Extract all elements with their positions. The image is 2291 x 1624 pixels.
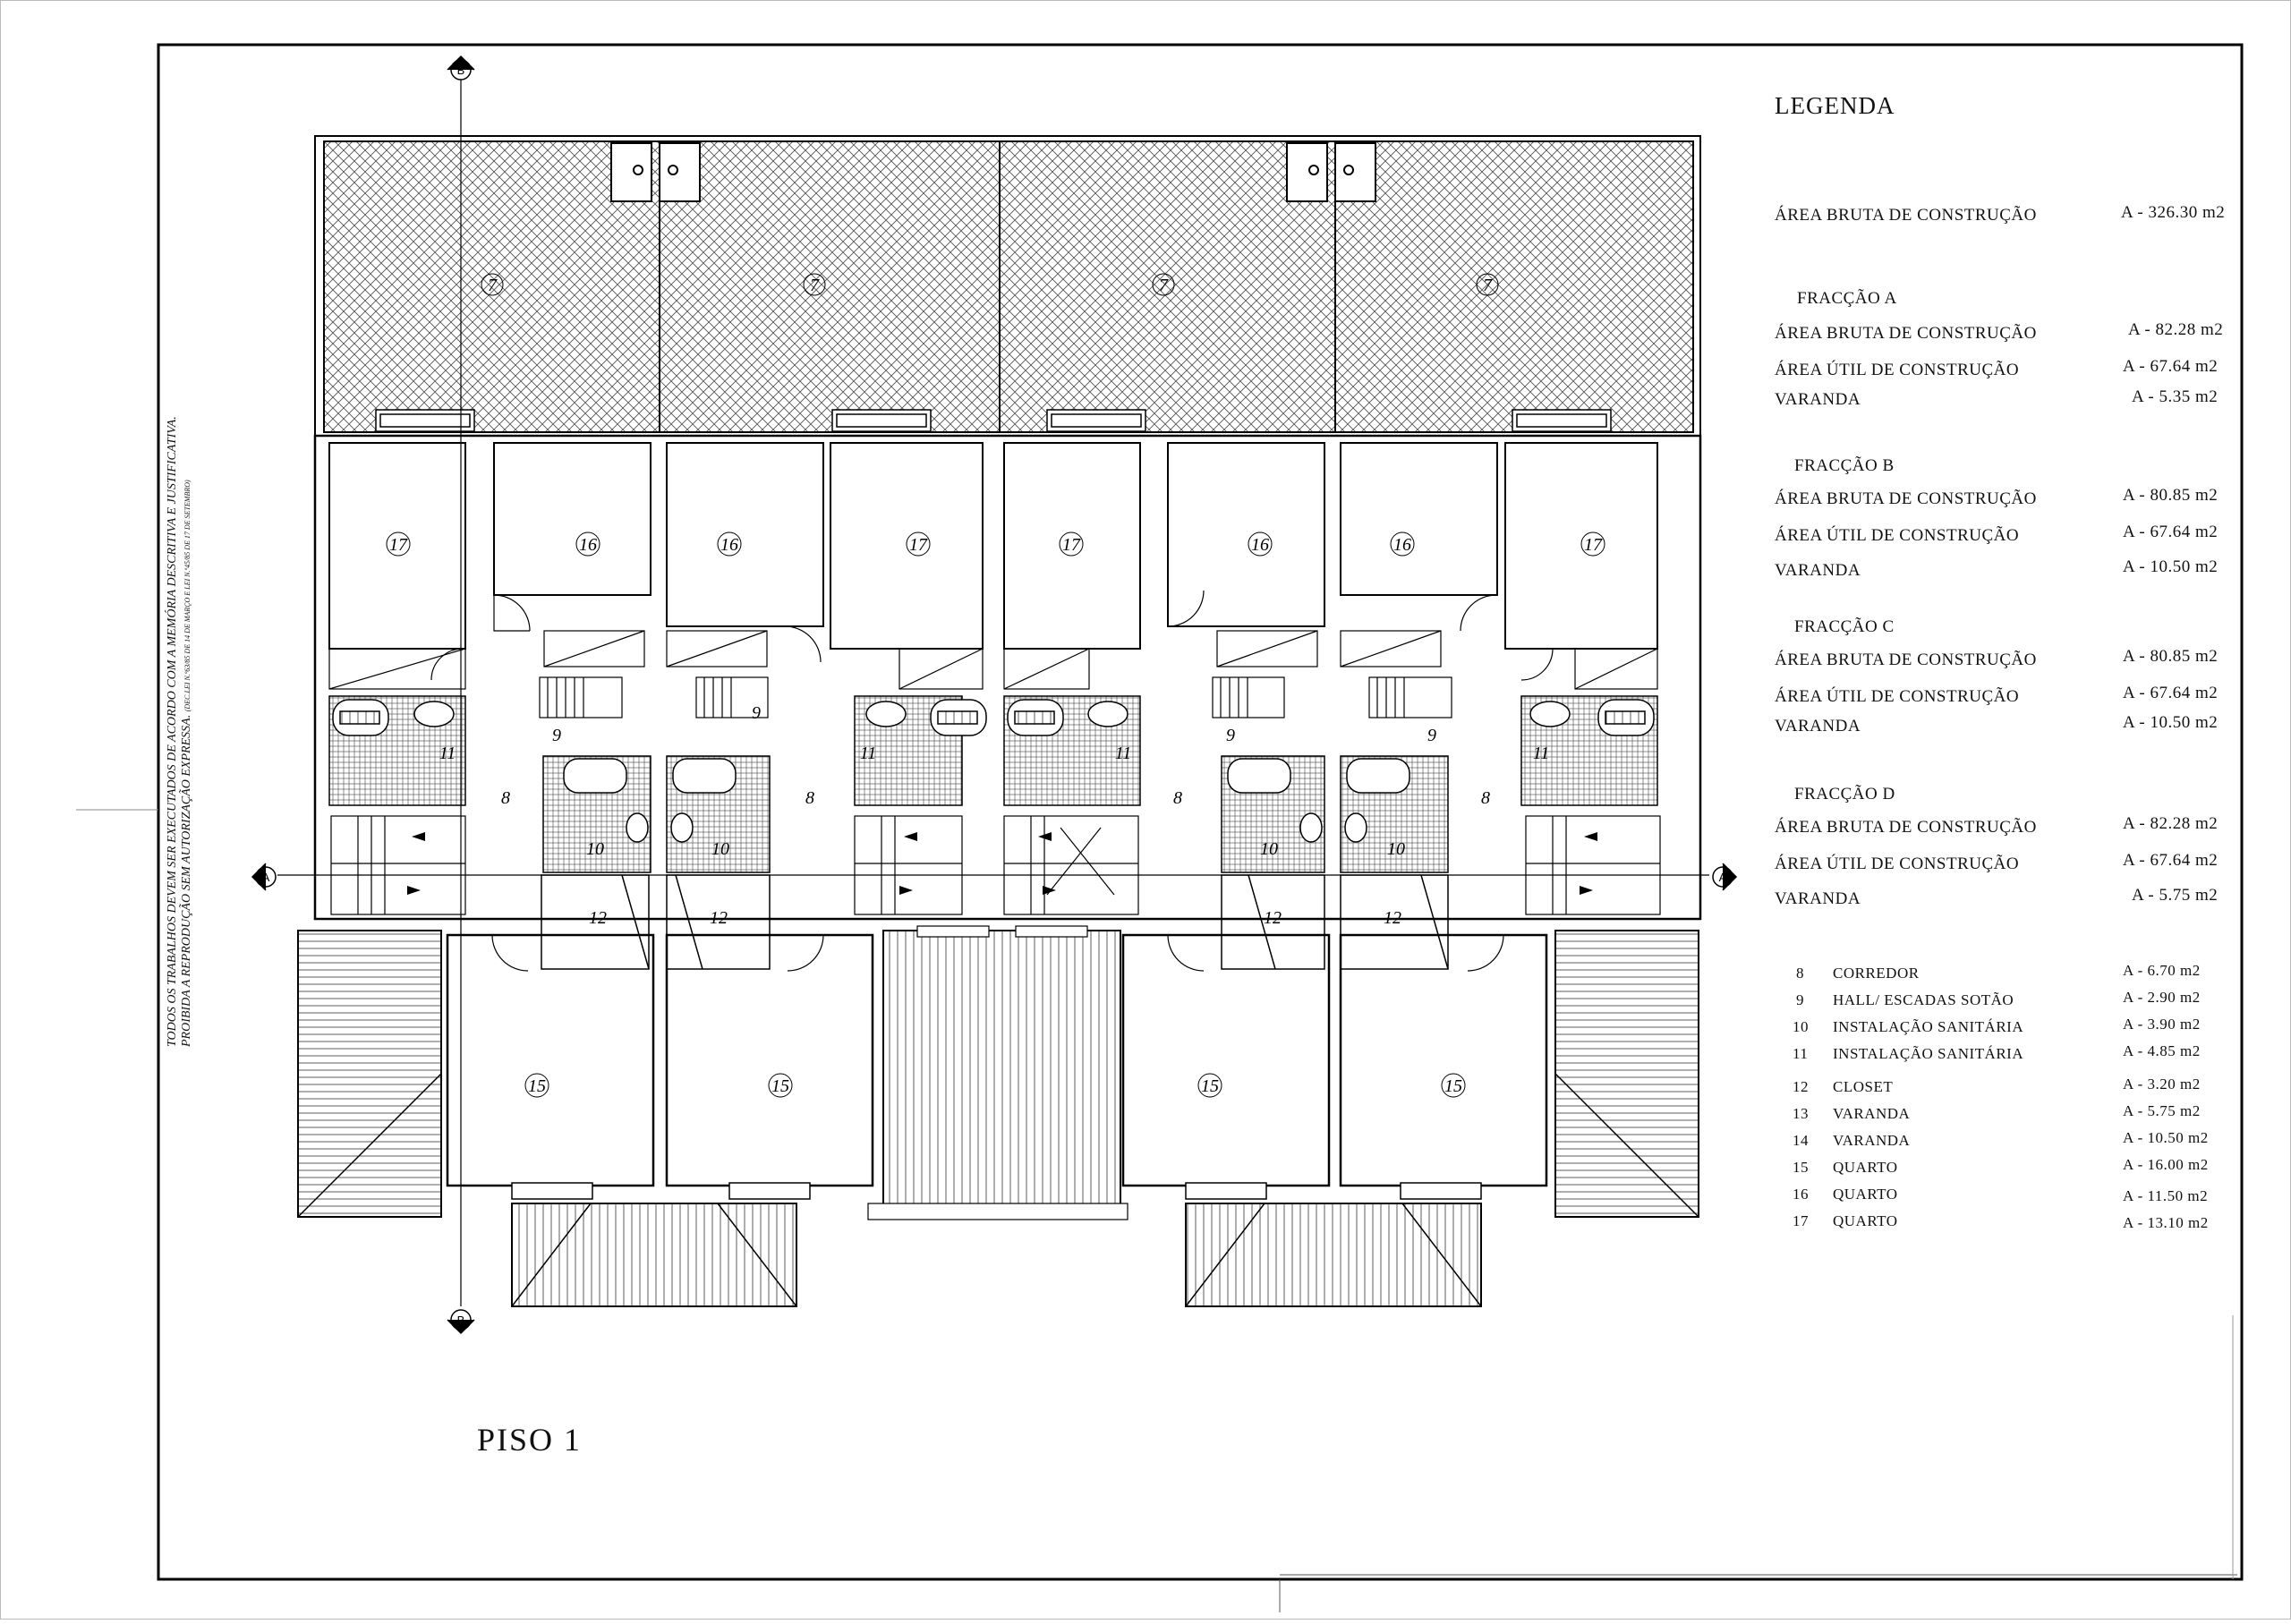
room-label: 7 — [810, 276, 819, 295]
fraction-row-value: A - 10.50 m2 — [2123, 557, 2219, 576]
room-label: 15 — [528, 1076, 546, 1096]
room-name: QUARTO — [1833, 1212, 1898, 1229]
legend-total-label: ÁREA BRUTA DE CONSTRUÇÃO — [1775, 206, 2037, 225]
room-name: VARANDA — [1833, 1132, 1911, 1149]
room-label: 12 — [1384, 908, 1401, 928]
fraction-row-label: ÁREA BRUTA DE CONSTRUÇÃO — [1775, 818, 2037, 837]
side-note-line2-wrap — [180, 416, 195, 1047]
balcony — [1555, 931, 1699, 1217]
room-label: 16 — [1393, 535, 1411, 555]
fraction-title: FRACÇÃO C — [1794, 617, 1895, 636]
fraction-row-value: A - 67.64 m2 — [2123, 684, 2219, 702]
room-num: 17 — [1793, 1212, 1809, 1229]
room-label: 11 — [859, 744, 877, 763]
room-label: 7 — [1483, 276, 1492, 295]
fraction-title: FRACÇÃO D — [1794, 785, 1895, 803]
fraction-row-value: A - 80.85 m2 — [2123, 647, 2219, 666]
fraction-row-label: ÁREA ÚTIL DE CONSTRUÇÃO — [1775, 361, 2020, 379]
legend-title: LEGENDA — [1775, 92, 1895, 119]
room-area: A - 4.85 m2 — [2123, 1042, 2201, 1059]
room-label: 17 — [389, 535, 407, 555]
side-note — [166, 416, 195, 1047]
room-area: A - 13.10 m2 — [2123, 1214, 2209, 1231]
room-area: A - 2.90 m2 — [2123, 989, 2201, 1006]
balcony — [512, 1203, 796, 1306]
room-label: 9 — [1226, 726, 1235, 745]
room-label: 8 — [1481, 788, 1490, 808]
room-label: 15 — [1444, 1076, 1462, 1096]
room-label: 8 — [805, 788, 814, 808]
balcony — [883, 931, 1120, 1217]
balcony — [298, 931, 441, 1217]
section-a-right: A — [1718, 871, 1727, 884]
fraction-row-value: A - 67.64 m2 — [2123, 357, 2219, 376]
fraction-title: FRACÇÃO B — [1794, 456, 1895, 475]
room-label: 16 — [720, 535, 738, 555]
room-name: VARANDA — [1833, 1105, 1911, 1122]
room-area: A - 10.50 m2 — [2123, 1129, 2209, 1146]
room-num: 10 — [1793, 1018, 1809, 1035]
room-num: 13 — [1793, 1105, 1809, 1122]
section-b-top: B — [456, 64, 465, 77]
room-label: 16 — [1251, 535, 1269, 555]
room-name: HALL/ ESCADAS SOTÃO — [1833, 991, 2014, 1008]
room-label: 15 — [771, 1076, 789, 1096]
room-area: A - 6.70 m2 — [2123, 962, 2201, 979]
room-label: 17 — [909, 535, 927, 555]
room-num: 12 — [1793, 1078, 1809, 1095]
roof-slab — [1335, 141, 1693, 432]
room-label: 10 — [1387, 839, 1405, 859]
room-label: 7 — [1159, 276, 1168, 295]
room-name: CORREDOR — [1833, 965, 1920, 982]
room-label: 9 — [752, 703, 761, 723]
room-label: 11 — [439, 744, 456, 763]
room-name: QUARTO — [1833, 1159, 1898, 1176]
fraction-row-value: A - 67.64 m2 — [2123, 851, 2219, 870]
room-label: 10 — [586, 839, 604, 859]
room-name: INSTALAÇÃO SANITÁRIA — [1833, 1018, 2024, 1035]
fraction-row-value: A - 5.35 m2 — [2132, 387, 2219, 406]
fraction-row-label: ÁREA BRUTA DE CONSTRUÇÃO — [1775, 324, 2037, 343]
fraction-row-label: ÁREA BRUTA DE CONSTRUÇÃO — [1775, 489, 2037, 508]
room-num: 16 — [1793, 1186, 1809, 1203]
section-a-left: A — [261, 871, 270, 884]
room-num: 9 — [1796, 991, 1804, 1008]
room-label: 7 — [488, 276, 497, 295]
room-label: 8 — [1173, 788, 1182, 808]
room-area: A - 3.20 m2 — [2123, 1076, 2201, 1093]
side-note-decree: (DEC.LEI N.º63/85 DE 14 DE MARÇO E LEI N.º45/85 DE 17 DE SETEMBRO) — [183, 480, 192, 712]
room-num: 8 — [1796, 965, 1804, 982]
fraction-row-label: ÁREA ÚTIL DE CONSTRUÇÃO — [1775, 687, 2020, 706]
side-note-line2: PROIBIDA A REPRODUÇÃO SEM AUTORIZAÇÃO EXPRESSA. — [180, 714, 193, 1047]
room-label: 12 — [1264, 908, 1282, 928]
room-label: 10 — [1260, 839, 1278, 859]
balcony — [1186, 1203, 1481, 1306]
fraction-row-value: A - 10.50 m2 — [2123, 713, 2219, 732]
room-label: 12 — [589, 908, 607, 928]
room-label: 9 — [1427, 726, 1436, 745]
section-b-bottom: B — [456, 1314, 465, 1327]
room-area: A - 5.75 m2 — [2123, 1102, 2201, 1119]
room-label: 11 — [1114, 744, 1132, 763]
room-name: INSTALAÇÃO SANITÁRIA — [1833, 1045, 2024, 1062]
room-num: 14 — [1793, 1132, 1809, 1149]
room-area: A - 3.90 m2 — [2123, 1016, 2201, 1033]
roof-slab — [660, 141, 1000, 432]
fraction-row-label: ÁREA BRUTA DE CONSTRUÇÃO — [1775, 650, 2037, 669]
room-label: 11 — [1532, 744, 1550, 763]
fraction-title: FRACÇÃO A — [1797, 289, 1897, 308]
room-label: 12 — [710, 908, 728, 928]
room-label: 9 — [552, 726, 561, 745]
side-note-line1: TODOS OS TRABALHOS DEVEM SER EXECUTADOS DE ACORDO COM A MEMÓRIA DESCRITIVA E JUSTIFICATIVA. — [166, 416, 179, 1047]
fraction-row-value: A - 5.75 m2 — [2132, 886, 2219, 905]
room-label: 17 — [1062, 535, 1080, 555]
legend-total-value: A - 326.30 m2 — [2121, 203, 2226, 222]
fraction-row-label: VARANDA — [1775, 561, 1861, 580]
room-label: 10 — [711, 839, 729, 859]
room-area: A - 11.50 m2 — [2123, 1187, 2209, 1204]
room-label: 16 — [579, 535, 597, 555]
fraction-row-label: ÁREA ÚTIL DE CONSTRUÇÃO — [1775, 526, 2020, 545]
fraction-row-label: VARANDA — [1775, 390, 1861, 409]
fraction-row-value: A - 67.64 m2 — [2123, 523, 2219, 541]
room-area: A - 16.00 m2 — [2123, 1156, 2209, 1173]
fraction-row-value: A - 80.85 m2 — [2123, 486, 2219, 505]
room-label: 17 — [1584, 535, 1602, 555]
room-name: CLOSET — [1833, 1078, 1894, 1095]
fraction-row-value: A - 82.28 m2 — [2123, 814, 2219, 833]
room-label: 15 — [1201, 1076, 1219, 1096]
room-num: 15 — [1793, 1159, 1809, 1176]
room-label: 8 — [501, 788, 510, 808]
fraction-row-value: A - 82.28 m2 — [2128, 320, 2224, 339]
fraction-row-label: ÁREA ÚTIL DE CONSTRUÇÃO — [1775, 855, 2020, 873]
fraction-row-label: VARANDA — [1775, 889, 1861, 908]
room-num: 11 — [1793, 1045, 1809, 1062]
room-name: QUARTO — [1833, 1186, 1898, 1203]
floor-label: PISO 1 — [477, 1422, 583, 1458]
fraction-row-label: VARANDA — [1775, 717, 1861, 735]
